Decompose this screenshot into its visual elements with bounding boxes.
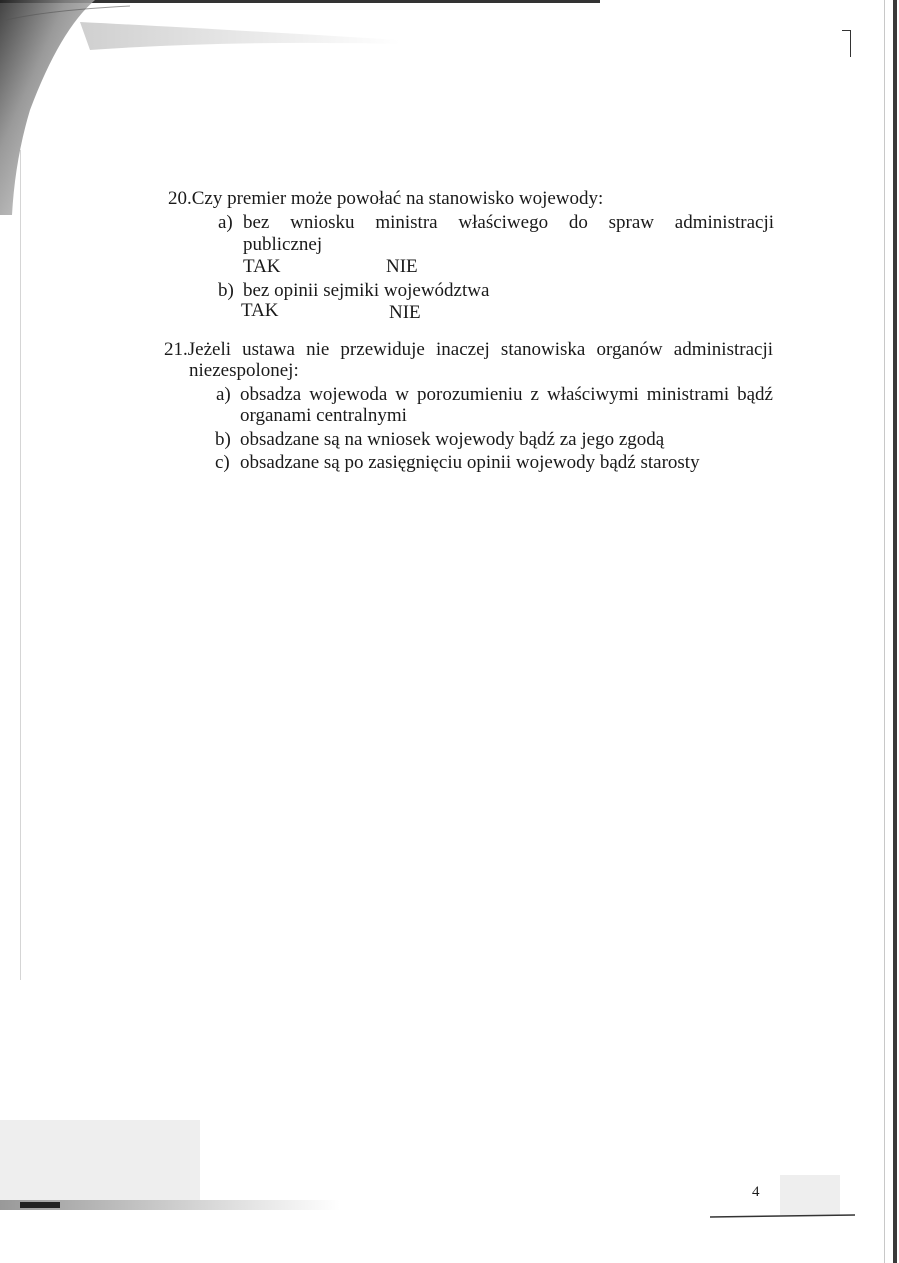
question-21-stem-line2: niezespolonej:: [189, 360, 299, 381]
question-21-option-a-line1: obsadza wojewoda w porozumieniu z właściwymi ministrami bądź: [240, 384, 773, 405]
question-20-option-b-text: bez opinii sejmiki województwa: [243, 280, 490, 301]
question-21-option-b-label: b): [215, 429, 231, 450]
question-20-option-a-label: a): [218, 212, 233, 233]
question-20-option-a-line2: publicznej: [243, 234, 323, 255]
question-20-option-b-yes: TAK: [241, 300, 279, 321]
question-20-option-a-no: NIE: [386, 256, 418, 277]
question-20-stem: 20.Czy premier może powołać na stanowisko wojewody:: [168, 188, 604, 209]
page-number: 4: [752, 1184, 760, 1200]
question-21-option-a-line2: organami centralnymi: [240, 405, 407, 426]
question-21-option-c-label: c): [215, 452, 230, 473]
question-21-option-b-text: obsadzane są na wniosek wojewody bądź za jego zgodą: [240, 429, 665, 450]
question-20-option-b-label: b): [218, 280, 234, 301]
question-21-stem-line1: 21.Jeżeli ustawa nie przewiduje inaczej stanowiska organów administracji: [164, 339, 773, 360]
question-21-option-a-label: a): [216, 384, 231, 405]
question-20-option-a-yes: TAK: [243, 256, 281, 277]
question-20-option-b-no: NIE: [389, 302, 421, 323]
question-20-option-a-line1: bez wniosku ministra właściwego do spraw administracji: [243, 212, 774, 233]
question-21-option-c-text: obsadzane są po zasięgnięciu opinii wojewody bądź starosty: [240, 452, 700, 473]
